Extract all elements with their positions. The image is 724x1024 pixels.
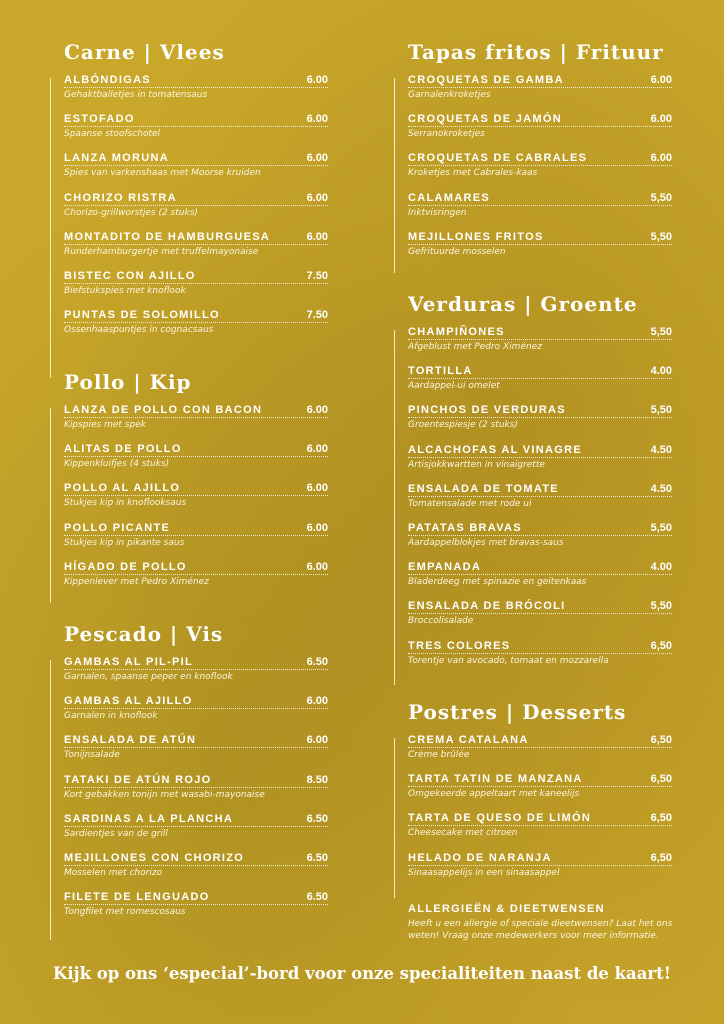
- menu-item-description: Bladerdeeg met spinazie en geitenkaas: [408, 577, 587, 588]
- menu-item: [408, 852, 672, 891]
- menu-item: [64, 656, 328, 695]
- menu-item-row: [408, 734, 672, 748]
- menu-item-description: Tomatensalade met rode ui: [408, 498, 532, 509]
- menu-item-price: 6.00: [306, 404, 328, 416]
- right-column: [408, 40, 672, 891]
- menu-item-description: Afgeblust met Pedro Ximénez: [408, 342, 542, 352]
- menu-item-price: 6.00: [306, 695, 328, 708]
- menu-item-row: [408, 812, 672, 826]
- menu-item-price: 6.50: [306, 656, 328, 668]
- section-title: Postres | Desserts: [408, 700, 627, 724]
- menu-item-price: 6.00: [650, 152, 672, 165]
- menu-item-description: Gefrituurde mosselen: [408, 246, 506, 257]
- menu-item-name: LANZA MORUNA: [64, 152, 170, 165]
- menu-item-description: Cheesecake met citroen: [408, 828, 518, 839]
- menu-item-description: Mosselen met chorizo: [64, 867, 163, 878]
- menu-item-price: 6.00: [306, 152, 328, 165]
- menu-item-price: 6.00: [650, 74, 672, 86]
- menu-item: [64, 270, 328, 309]
- menu-item-description: Kippenkluifjes (4 stuks): [64, 459, 170, 470]
- section-divider-line: [394, 78, 395, 273]
- menu-item-description: Kipspies met spek: [64, 420, 146, 430]
- section-title: Verduras | Groente: [408, 292, 638, 316]
- section-carne: [64, 40, 328, 370]
- menu-item-row: [64, 852, 328, 866]
- menu-item-price: 6.00: [306, 521, 328, 534]
- menu-item-row: [408, 773, 672, 787]
- menu-item-name: ALITAS DE POLLO: [64, 443, 182, 456]
- menu-item-description: Runderhamburgertje met truffelmayonaise: [64, 246, 259, 257]
- menu-item-row: [64, 561, 328, 575]
- menu-item-row: [408, 600, 672, 614]
- menu-item-price: 4.50: [650, 443, 672, 456]
- section-divider-line: [394, 738, 395, 898]
- section-verduras: [408, 292, 672, 700]
- menu-item-price: 6,50: [650, 851, 672, 864]
- menu-item-price: 5,50: [650, 521, 672, 534]
- menu-item-name: HELADO DE NARANJA: [408, 851, 552, 864]
- menu-item-row: [64, 152, 328, 166]
- menu-item: [408, 404, 672, 443]
- menu-item-row: [64, 813, 328, 827]
- menu-item-name: BISTEC CON AJILLO: [64, 269, 196, 282]
- menu-item-price: 7.50: [306, 269, 328, 282]
- menu-item-price: 6,50: [650, 734, 672, 746]
- menu-item: [64, 231, 328, 270]
- menu-item-row: [64, 309, 328, 323]
- section-title: Pescado | Vis: [64, 622, 224, 646]
- menu-item-row: [408, 483, 672, 497]
- menu-item-price: 8.50: [306, 773, 328, 786]
- menu-item-row: [64, 774, 328, 788]
- menu-item-description: Biefstukspies met knoflook: [64, 285, 186, 296]
- menu-item-price: 5,50: [650, 326, 672, 338]
- menu-item-name: PINCHOS DE VERDURAS: [408, 404, 566, 417]
- menu-item-name: ALCACHOFAS AL VINAGRE: [408, 443, 582, 456]
- menu-item-name: POLLO AL AJILLO: [64, 482, 181, 495]
- menu-item: [64, 852, 328, 891]
- menu-item-row: [408, 326, 672, 340]
- menu-item: [408, 113, 672, 152]
- menu-item-price: 6.50: [306, 812, 328, 825]
- menu-item-row: [64, 482, 328, 496]
- menu-item-name: MONTADITO DE HAMBURGUESA: [64, 230, 271, 243]
- menu-item: [408, 600, 672, 639]
- menu-item-row: [408, 640, 672, 654]
- menu-item: [408, 483, 672, 522]
- menu-item-description: Sardientjes van de grill: [64, 828, 168, 839]
- menu-list: [408, 734, 672, 891]
- section-divider-line: [50, 408, 51, 603]
- menu-item: [64, 774, 328, 813]
- menu-item-price: 6,50: [650, 639, 672, 652]
- menu-item-price: 6.00: [306, 74, 328, 86]
- menu-item-name: PATATAS BRAVAS: [408, 521, 522, 534]
- menu-item-price: 6.00: [306, 443, 328, 456]
- menu-item-price: 5,50: [650, 230, 672, 243]
- menu-item-price: 4.50: [650, 482, 672, 495]
- menu-item-price: 6.00: [650, 113, 672, 126]
- menu-item-name: GAMBAS AL PIL-PIL: [64, 656, 194, 668]
- menu-item: [64, 695, 328, 734]
- menu-item-name: TARTA DE QUESO DE LIMÓN: [408, 812, 592, 825]
- menu-item: [64, 113, 328, 152]
- menu-item-description: Kippenlever met Pedro Ximénez: [64, 576, 209, 587]
- section-pollo: [64, 370, 328, 622]
- menu-item-row: [64, 443, 328, 457]
- menu-item-row: [64, 695, 328, 709]
- menu-item-name: FILETE DE LENGUADO: [64, 891, 210, 904]
- menu-item: [408, 326, 672, 365]
- menu-item: [64, 482, 328, 521]
- menu-item-row: [408, 74, 672, 88]
- menu-item-price: 5,50: [650, 191, 672, 204]
- menu-item-description: Stukjes kip in knoflooksaus: [64, 498, 187, 509]
- menu-item-row: [64, 891, 328, 905]
- menu-item: [64, 192, 328, 231]
- menu-item-name: EMPANADA: [408, 561, 482, 574]
- section-pescado: [64, 622, 328, 930]
- menu-item-description: Groentespiesje (2 stuks): [408, 420, 518, 431]
- menu-item-price: 6,50: [650, 773, 672, 786]
- menu-item-price: 4.00: [650, 561, 672, 574]
- menu-item-description: Artisjokkwartten in vinaigrette: [408, 459, 545, 470]
- section-postres: [408, 700, 672, 891]
- menu-item: [408, 444, 672, 483]
- menu-item-price: 5,50: [650, 600, 672, 613]
- menu-item-name: TARTA TATIN DE MANZANA: [408, 773, 583, 786]
- menu-item-name: TATAKI DE ATÚN ROJO: [64, 773, 212, 786]
- footer-note: Kijk op ons ‘especial’-bord voor onze specialiteiten naast de kaart!: [53, 964, 671, 983]
- menu-item: [64, 561, 328, 600]
- section-divider-line: [394, 330, 395, 685]
- menu-item-description: Serranokroketjes: [408, 129, 485, 140]
- menu-item-price: 6,50: [650, 812, 672, 825]
- menu-item: [408, 152, 672, 191]
- menu-item-name: CALAMARES: [408, 191, 490, 204]
- menu-item-description: Aardappel-ui omelet: [408, 381, 500, 392]
- menu-item: [408, 74, 672, 113]
- menu-item-description: Garnalen, spaanse peper en knoflook: [64, 672, 233, 682]
- menu-item-name: ENSALADA DE TOMATE: [408, 482, 559, 495]
- menu-item-description: Inktvisringen: [408, 207, 467, 218]
- menu-item: [64, 443, 328, 482]
- menu-item: [64, 891, 328, 930]
- menu-item-name: CROQUETAS DE GAMBA: [408, 74, 564, 86]
- menu-item: [408, 773, 672, 812]
- menu-item-description: Ossenhaaspuntjes in cognacsaus: [64, 325, 214, 336]
- menu-item-description: Kroketjes met Cabrales-kaas: [408, 168, 538, 179]
- menu-item: [408, 192, 672, 231]
- menu-list: [408, 326, 672, 679]
- menu-list: [64, 656, 328, 930]
- section-divider-line: [50, 78, 51, 378]
- menu-list: [64, 74, 328, 348]
- menu-item-description: Gehaktballetjes in tomatensaus: [64, 90, 208, 100]
- menu-item-description: Spaanse stoofschotel: [64, 129, 161, 140]
- menu-item: [64, 74, 328, 113]
- menu-item: [408, 231, 672, 270]
- menu-item: [408, 812, 672, 851]
- menu-item-name: CHORIZO RISTRA: [64, 191, 177, 204]
- menu-item-row: [408, 192, 672, 206]
- allergy-notice: [408, 903, 678, 942]
- menu-item-description: Aardappelblokjes met bravas-saus: [408, 537, 564, 548]
- menu-item-row: [408, 113, 672, 127]
- menu-item-row: [64, 74, 328, 88]
- menu-item-row: [408, 404, 672, 418]
- menu-item-name: POLLO PICANTE: [64, 521, 171, 534]
- menu-item-name: GAMBAS AL AJILLO: [64, 695, 193, 708]
- menu-item-name: PUNTAS DE SOLOMILLO: [64, 309, 220, 322]
- menu-item-price: 7.50: [306, 309, 328, 322]
- menu-item: [408, 522, 672, 561]
- menu-item: [408, 734, 672, 773]
- section-title: Pollo | Kip: [64, 370, 192, 394]
- menu-item-description: Garnalen in knoflook: [64, 711, 158, 722]
- menu-item-row: [64, 656, 328, 670]
- menu-item: [408, 561, 672, 600]
- menu-item-price: 6.00: [306, 734, 328, 747]
- menu-item-price: 4.00: [650, 365, 672, 378]
- menu-item-name: CROQUETAS DE JAMÓN: [408, 113, 562, 126]
- allergy-title: ALLERGIEËN & DIEETWENSEN: [408, 903, 605, 915]
- menu-item-name: TORTILLA: [408, 365, 473, 378]
- menu-item-name: SARDINAS A LA PLANCHA: [64, 812, 234, 825]
- menu-list: [408, 74, 672, 270]
- menu-item: [64, 813, 328, 852]
- menu-item-name: MEJILLONES CON CHORIZO: [64, 851, 245, 864]
- menu-item-price: 6.00: [306, 230, 328, 243]
- menu-item-description: Crème brûlée: [408, 750, 470, 760]
- menu-item-row: [408, 365, 672, 379]
- section-title: Carne | Vlees: [64, 40, 225, 64]
- menu-item-name: CREMA CATALANA: [408, 734, 529, 746]
- menu-item-name: CHAMPIÑONES: [408, 326, 505, 338]
- menu-item-row: [408, 231, 672, 245]
- menu-item-name: LANZA DE POLLO CON BACON: [64, 404, 263, 416]
- menu-item: [64, 152, 328, 191]
- menu-item-description: Stukjes kip in pikante saus: [64, 537, 185, 548]
- menu-item-row: [64, 270, 328, 284]
- menu-item-row: [64, 192, 328, 206]
- menu-item-name: ENSALADA DE BRÓCOLI: [408, 600, 566, 613]
- menu-item-description: Chorizo-grillworstjes (2 stuks): [64, 207, 198, 218]
- menu-item-row: [64, 231, 328, 245]
- menu-item-price: 6.00: [306, 560, 328, 573]
- section-title: Tapas fritos | Frituur: [408, 40, 664, 64]
- menu-item-name: ALBÓNDIGAS: [64, 74, 151, 86]
- menu-item-description: Garnalenkroketjes: [408, 90, 491, 100]
- menu-list: [64, 404, 328, 600]
- menu-item-price: 6.50: [306, 891, 328, 904]
- menu-item-row: [64, 522, 328, 536]
- menu-item-row: [64, 404, 328, 418]
- menu-item-description: Spies van varkenshaas met Moorse kruiden: [64, 168, 261, 179]
- menu-item: [64, 309, 328, 348]
- menu-item-description: Tonijnsalade: [64, 750, 120, 761]
- menu-item-row: [64, 734, 328, 748]
- menu-item: [64, 734, 328, 773]
- menu-item-description: Kort gebakken tonijn met wasabi-mayonaise: [64, 789, 265, 800]
- menu-item-row: [408, 152, 672, 166]
- allergy-text: Heeft u een allergie of speciale dieetwensen? Laat het ons weten! Vraag onze medewerkers voor meer informatie.: [408, 919, 673, 941]
- menu-item-price: 5,50: [650, 404, 672, 417]
- menu-item-row: [408, 444, 672, 458]
- menu-item-price: 6.50: [306, 851, 328, 864]
- menu-item: [408, 365, 672, 404]
- menu-item-description: Torentje van avocado, tomaat en mozzarella: [408, 655, 609, 666]
- menu-item-description: Tongfilet met romescosaus: [64, 907, 186, 918]
- menu-item-row: [408, 561, 672, 575]
- left-column: [64, 40, 328, 930]
- menu-item-price: 6.00: [306, 191, 328, 204]
- menu-item-name: CROQUETAS DE CABRALES: [408, 152, 588, 165]
- menu-item-row: [64, 113, 328, 127]
- menu-item-name: MEJILLONES FRITOS: [408, 230, 544, 243]
- section-tapas: [408, 40, 672, 292]
- menu-item-name: HÍGADO DE POLLO: [64, 560, 187, 573]
- menu-item-name: TRES COLORES: [408, 639, 511, 652]
- menu-item-row: [408, 852, 672, 866]
- menu-item-name: ENSALADA DE ATÚN: [64, 734, 197, 747]
- menu-item: [64, 522, 328, 561]
- menu-item: [64, 404, 328, 443]
- menu-item: [408, 640, 672, 679]
- menu-item-name: ESTOFADO: [64, 113, 135, 126]
- menu-item-price: 6.00: [306, 113, 328, 126]
- menu-item-description: Sinaasappelijs in een sinaasappel: [408, 867, 560, 878]
- menu-item-description: Omgekeerde appeltaart met kaneelijs: [408, 789, 580, 800]
- menu-item-row: [408, 522, 672, 536]
- section-divider-line: [50, 660, 51, 940]
- menu-item-price: 6.00: [306, 482, 328, 495]
- menu-item-description: Broccolisalade: [408, 616, 474, 627]
